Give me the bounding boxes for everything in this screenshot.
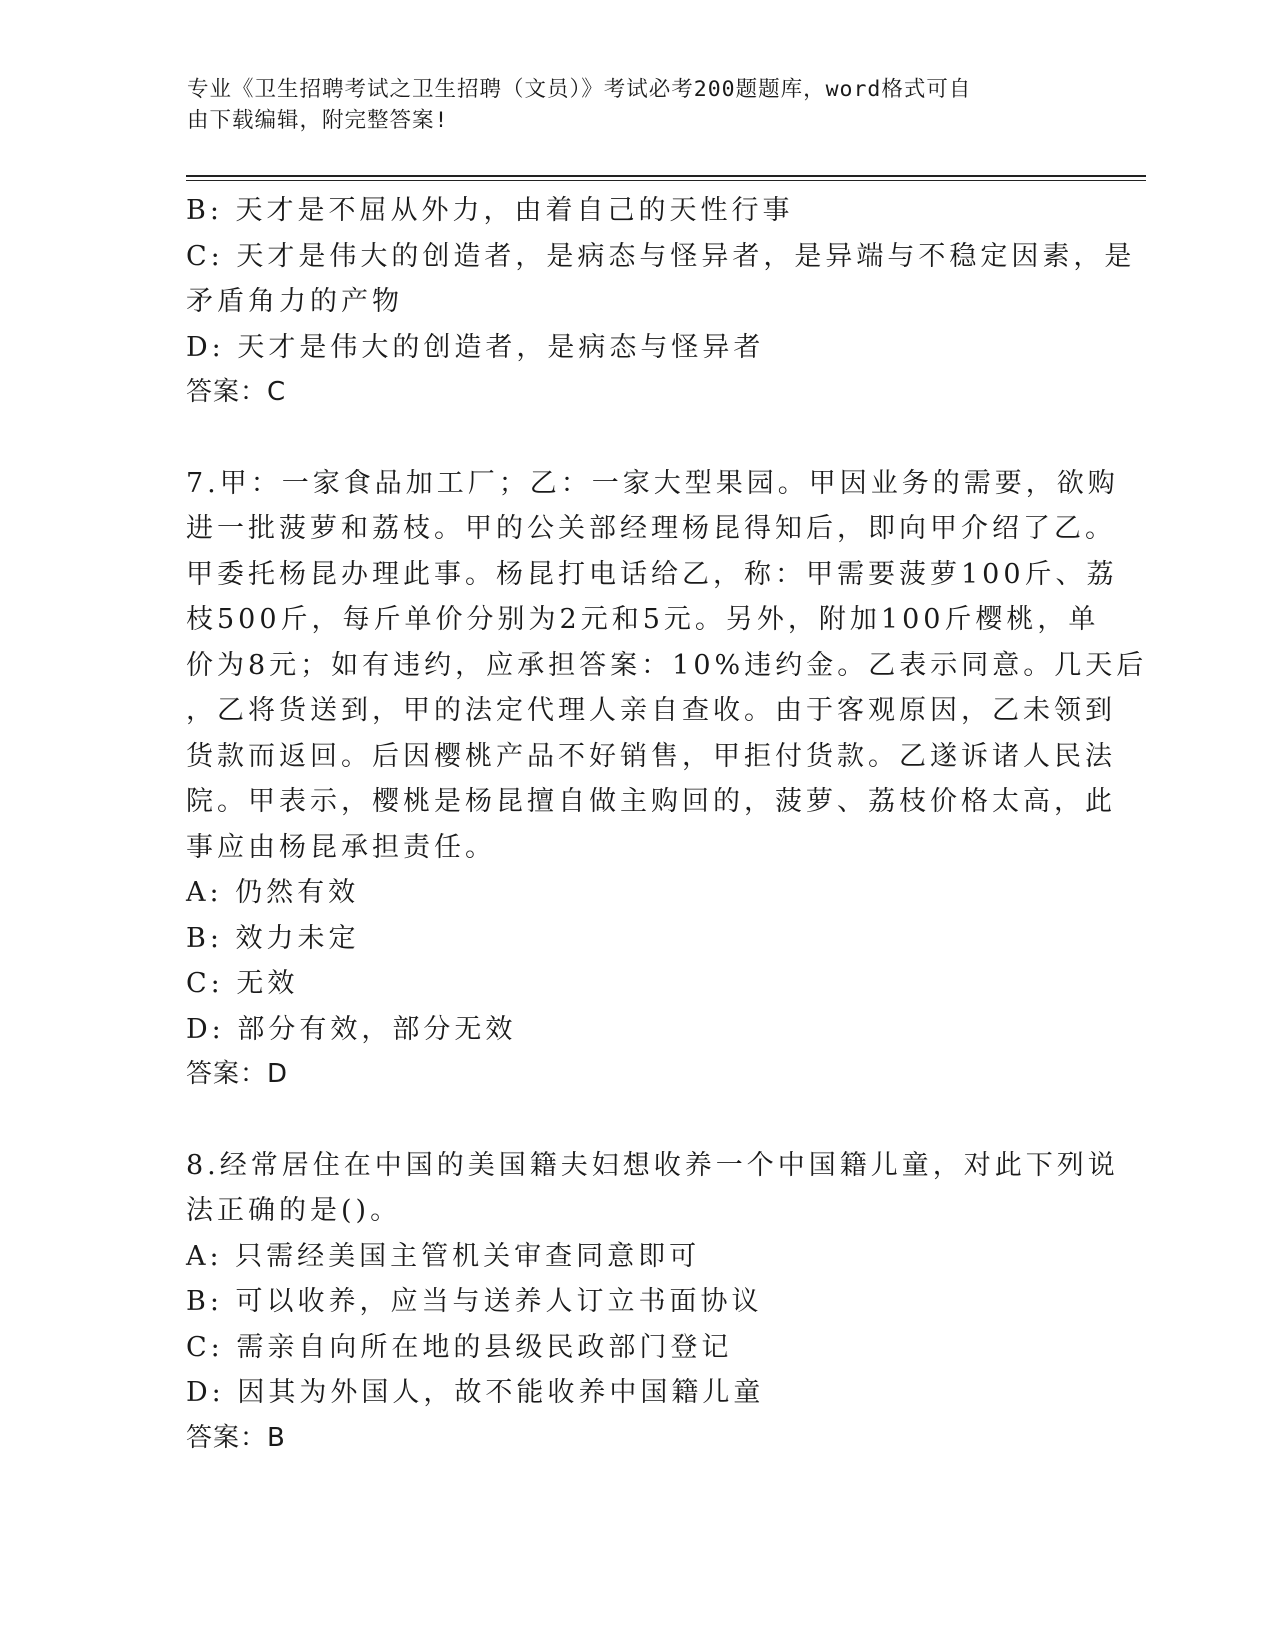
q7-stem-line: 货款而返回。后因樱桃产品不好销售，甲拒付货款。乙遂诉诸人民法 (186, 740, 1116, 772)
q8-option-b: B: 可以收养，应当与送养人订立书面协议 (186, 1286, 763, 1317)
q8-answer: 答案：B (186, 1422, 286, 1453)
spacer (186, 1098, 1066, 1143)
header-rule-thick (186, 175, 1146, 177)
q7-stem-line: 进一批菠萝和荔枝。甲的公关部经理杨昆得知后，即向甲介绍了乙。 (186, 513, 1116, 544)
question-7 (186, 461, 1148, 1098)
q6-option-b: B: 天才是不屈从外力，由着自己的天性行事 (186, 195, 794, 226)
q7-stem-line: 甲委托杨昆办理此事。杨昆打电话给乙，称：甲需要菠萝100斤、荔 (186, 558, 1118, 590)
question-content (186, 188, 1148, 1461)
q7-answer: 答案：D (186, 1059, 289, 1089)
q7-stem-line: 枝500斤，每斤单价分别为2元和5元。另外，附加100斤樱桃，单 (186, 604, 1100, 635)
question-6-tail (186, 188, 1136, 416)
page-header (187, 74, 1067, 136)
q8-option-d: D: 因其为外国人，故不能收养中国籍儿童 (186, 1377, 765, 1408)
q8-stem-line-2: 法正确的是()。 (186, 1195, 402, 1226)
spacer (186, 416, 1066, 461)
q7-option-c: C: 无效 (186, 968, 299, 999)
q7-option-a: A: 仍然有效 (186, 877, 360, 908)
q7-stem-line: 院。甲表示，樱桃是杨昆擅自做主购回的，菠萝、荔枝价格太高，此 (186, 786, 1116, 817)
q7-stem-line: 价为8元；如有违约，应承担答案：10%违约金。乙表示同意。几天后 (186, 649, 1148, 681)
q7-option-d: D: 部分有效，部分无效 (186, 1013, 517, 1045)
q7-stem-line: ，乙将货送到，甲的法定代理人亲自查收。由于客观原因，乙未领到 (186, 695, 1116, 726)
q8-option-c: C: 需亲自向所在地的县级民政部门登记 (186, 1331, 733, 1363)
q6-option-c-line-1: C: 天才是伟大的创造者，是病态与怪异者，是异端与不稳定因素，是 (186, 240, 1136, 272)
header-rule-thin (186, 180, 1146, 181)
header-line-2: 由下载编辑，附完整答案! (187, 108, 449, 133)
q6-option-d: D: 天才是伟大的创造者，是病态与怪异者 (186, 331, 765, 363)
header-line-1: 专业《卫生招聘考试之卫生招聘（文员）》考试必考200题题库，word格式可自 (187, 77, 972, 102)
q6-option-c-line-2: 矛盾角力的产物 (186, 286, 403, 317)
q8-stem-line-1: 8.经常居住在中国的美国籍夫妇想收养一个中国籍儿童，对此下列说 (186, 1149, 1119, 1181)
q7-option-b: B: 效力未定 (186, 922, 360, 954)
q7-stem-line: 事应由杨昆承担责任。 (186, 831, 496, 863)
question-8 (186, 1143, 1119, 1462)
q6-answer: 答案：C (186, 377, 287, 407)
q8-option-a: A: 只需经美国主管机关审查同意即可 (186, 1240, 701, 1272)
q7-stem-line: 7.甲：一家食品加工厂；乙：一家大型果园。甲因业务的需要，欲购 (186, 467, 1119, 499)
